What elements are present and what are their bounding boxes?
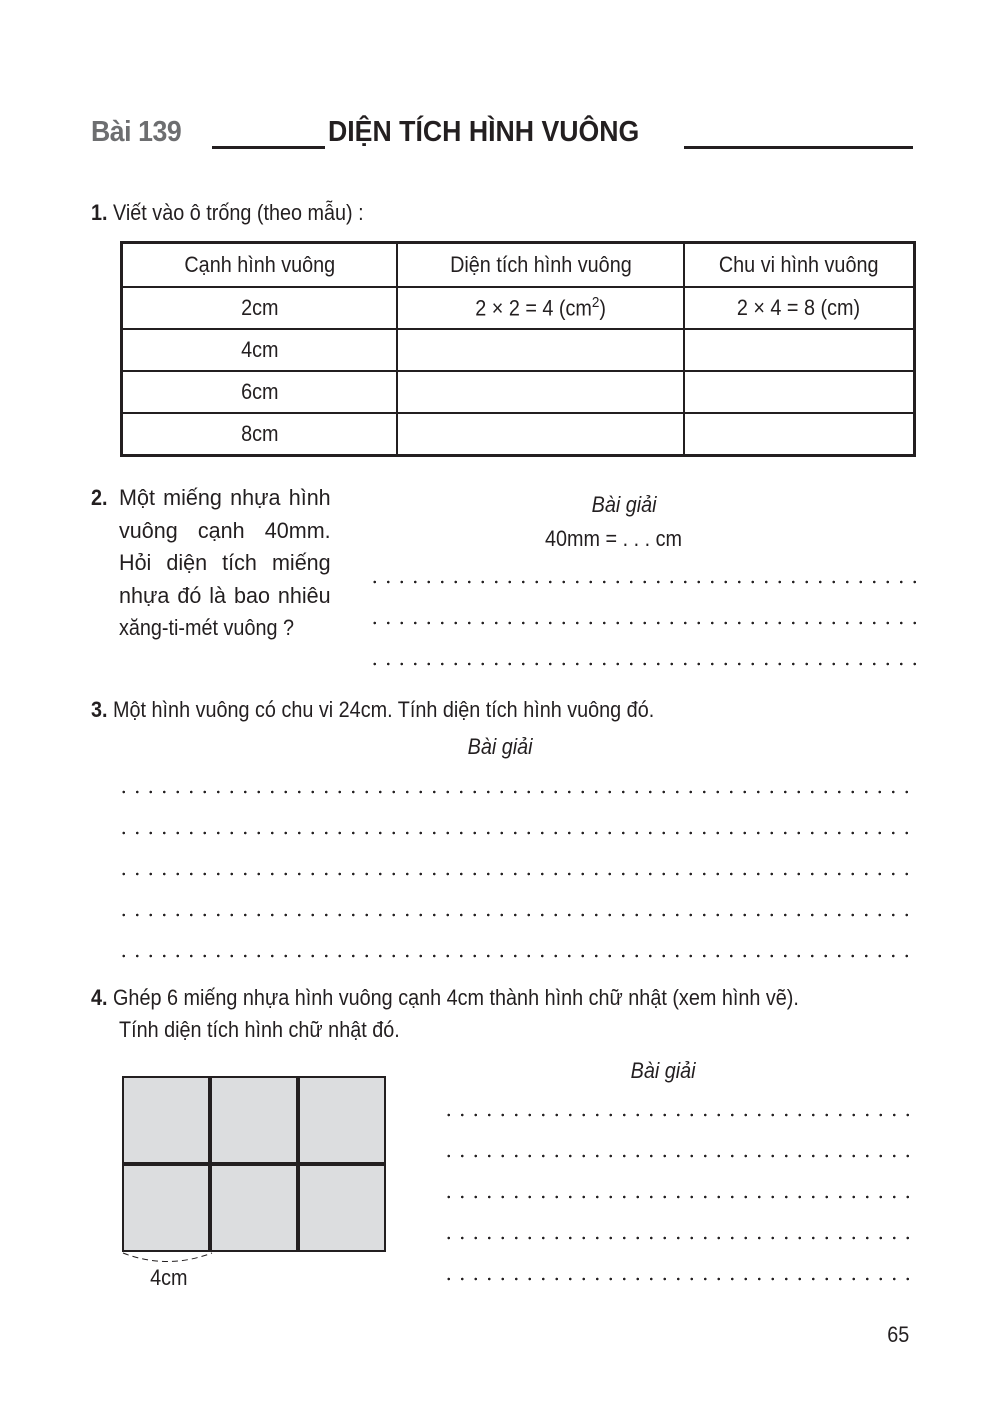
exercise3-text: Một hình vuông có chu vi 24cm. Tính diện tích hình vuông đó.: [113, 697, 655, 722]
cell-side: 2cm: [122, 287, 398, 329]
exercise2-conversion: 40mm = . . . cm: [545, 526, 682, 551]
exercise3-solution-label: Bài giải: [467, 734, 533, 759]
exercise2-line: Một miếng nhựa hình: [119, 485, 331, 510]
exercise4-solution-label: Bài giải: [630, 1058, 696, 1083]
header-side: Cạnh hình vuông: [122, 243, 398, 288]
cell-area[interactable]: [397, 413, 684, 456]
cell-area[interactable]: 2 × 2 = 4 $(cm^2)$: [397, 287, 684, 329]
lesson-title: DIỆN TÍCH HÌNH VUÔNG: [328, 116, 640, 148]
exercise3-prompt: [91, 694, 654, 726]
answer-line[interactable]: [442, 1195, 912, 1199]
answer-line[interactable]: [442, 1154, 912, 1158]
exercise2-text: [119, 482, 335, 645]
cell-side: 8cm: [122, 413, 398, 456]
answer-line[interactable]: [442, 1113, 912, 1117]
cell-area[interactable]: [397, 329, 684, 371]
exercise1-text: Viết vào ô trống (theo mẫu) :: [113, 200, 364, 225]
answer-line[interactable]: [368, 621, 916, 625]
lesson-number: Bài 139: [91, 116, 182, 148]
answer-line[interactable]: [117, 790, 915, 794]
answer-line[interactable]: [368, 580, 916, 584]
square-tile: [210, 1076, 298, 1164]
answer-line[interactable]: [442, 1277, 912, 1281]
exercise2-solution-label: Bài giải: [591, 492, 657, 517]
table-row: [122, 413, 915, 456]
exercise3-number: 3.: [91, 697, 108, 722]
exercise2-number: 2.: [91, 485, 108, 510]
table-row: [122, 329, 915, 371]
answer-line[interactable]: [117, 831, 915, 835]
table-row: [122, 371, 915, 413]
cell-perimeter[interactable]: [684, 413, 915, 456]
square-tile: [298, 1164, 386, 1252]
header-area: Diện tích hình vuông: [397, 243, 684, 288]
cell-area[interactable]: [397, 371, 684, 413]
exercise2-line: xăng-ti-mét vuông ?: [119, 615, 294, 640]
exercise1-number: 1.: [91, 200, 108, 225]
figure-side-label: 4cm: [150, 1265, 188, 1290]
square-table: [120, 241, 916, 457]
cell-perimeter[interactable]: [684, 329, 915, 371]
table-row: [122, 287, 915, 329]
answer-line[interactable]: [117, 954, 915, 958]
exercise4-prompt: [91, 982, 799, 1014]
cell-side: 4cm: [122, 329, 398, 371]
answer-line[interactable]: [117, 913, 915, 917]
square-tile: [122, 1164, 210, 1252]
header-rule-right: [684, 146, 913, 149]
exercise2-line: nhựa đó là bao nhiêu: [119, 582, 331, 608]
square-tile: [210, 1164, 298, 1252]
exercise4-text-line1: Ghép 6 miếng nhựa hình vuông cạnh 4cm thành hình chữ nhật (xem hình vẽ).: [113, 985, 799, 1010]
exercise1-prompt: [91, 197, 364, 229]
header-perimeter: Chu vi hình vuông: [684, 243, 915, 288]
answer-line[interactable]: [117, 872, 915, 876]
square-tile: [298, 1076, 386, 1164]
table-header-row: [122, 243, 915, 288]
cell-perimeter[interactable]: 2 × 4 = 8 (cm): [684, 287, 915, 329]
exercise2-line: vuông cạnh 40mm.: [119, 517, 331, 543]
page-number: 65: [887, 1322, 910, 1347]
exercise2-line: Hỏi diện tích miếng: [119, 550, 331, 575]
exercise4-text-line2: Tính diện tích hình chữ nhật đó.: [119, 1017, 400, 1042]
answer-line[interactable]: [442, 1236, 912, 1240]
exercise4-number: 4.: [91, 985, 108, 1010]
answer-line[interactable]: [368, 662, 916, 666]
header-rule-left: [212, 146, 325, 149]
cell-perimeter[interactable]: [684, 371, 915, 413]
cell-side: 6cm: [122, 371, 398, 413]
square-tile: [122, 1076, 210, 1164]
